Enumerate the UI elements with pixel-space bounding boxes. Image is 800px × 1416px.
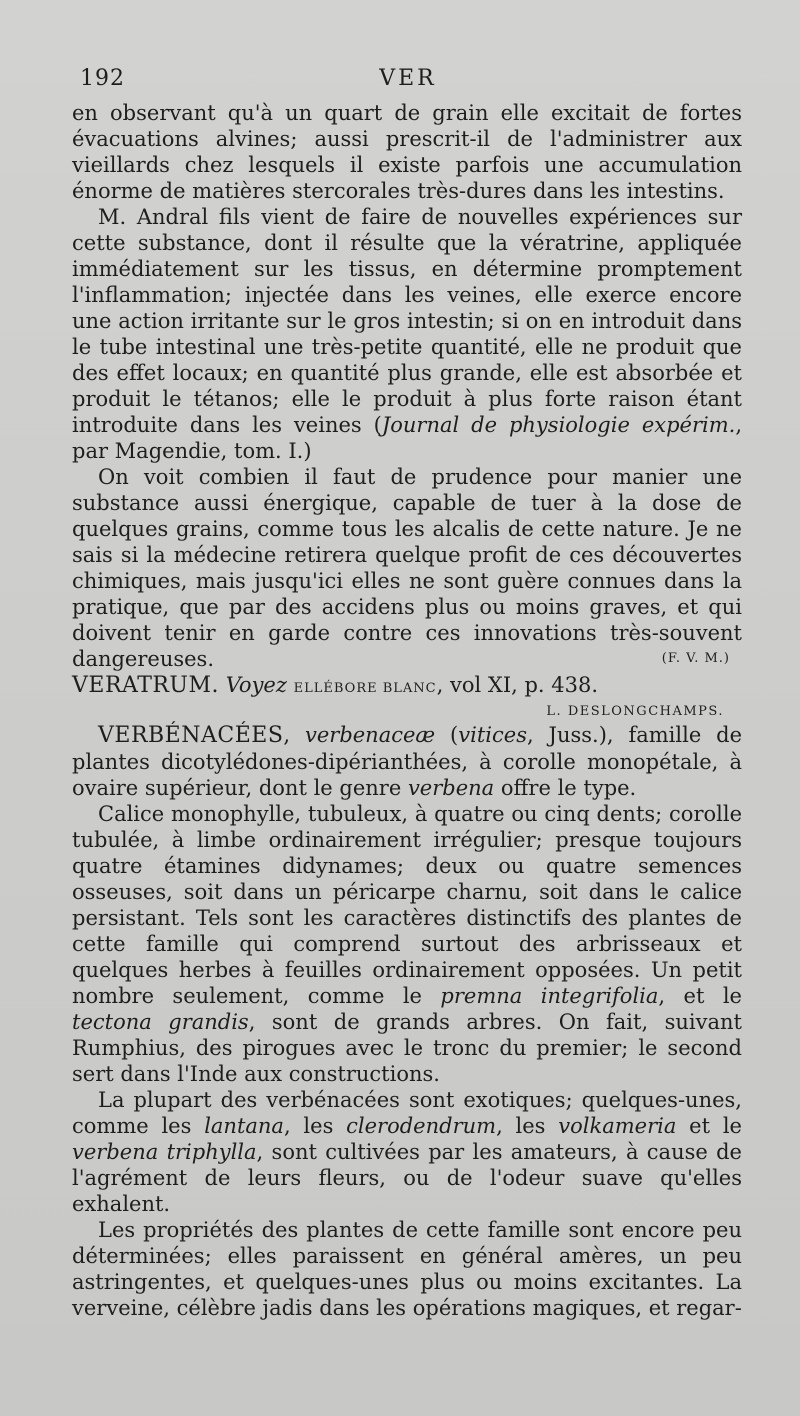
genus-name: verbena (407, 776, 495, 800)
paragraph-text: offre le type. (494, 776, 637, 800)
paragraph-properties (72, 1217, 742, 1321)
species-name: verbena triphylla (72, 1140, 257, 1164)
paragraph-text: , et le (658, 984, 742, 1008)
cross-ref-voyez: Voyez (225, 673, 287, 697)
paragraph-text: , Juss.), famille de plantes dicotylédones-dipérianthées, à corolle monopétale, à ovaire supérieur, dont le genre (72, 723, 743, 800)
paragraph-text: Les propriétés des plantes de cette famille sont encore peu déterminées; elles paraissent en général amères, un peu astringentes, et quelques-unes plus ou moins excitantes. La verveine, célèbre jadis dans les opérations magiques, et regar- (72, 1218, 742, 1320)
genus-name: volkameria (558, 1114, 677, 1138)
journal-title: Journal de physiologie expérim. (381, 413, 736, 437)
cross-ref-volume: , vol XI, p. 438. (436, 673, 599, 697)
paragraph-characters (72, 801, 742, 1087)
paragraph-text: , sont cultivées par les amateurs, à cause de l'agrément de leurs fleurs, ou de l'odeur suave qu'elles exhalent. (72, 1140, 742, 1216)
author-signature: L. DESLONGCHAMPS. (546, 704, 724, 719)
species-name: premna integrifolia (440, 984, 659, 1008)
paragraph-andral (72, 204, 742, 464)
paragraph-text: et le (676, 1114, 742, 1138)
entry-verbenacees: VERBÉNACÉES, verbenaceæ (vitices, Juss.), famille de plantes dicotylédones-dipérianthées, à corolle monopétale, à ovaire supérieur, dont le genre verbena offre le type. (72, 723, 743, 800)
author-signature: (F. V. M.) (661, 651, 730, 666)
paragraph-text: , par Magendie, tom. I.) (72, 413, 742, 463)
paragraph-text: , les (283, 1114, 347, 1138)
genus-name: lantana (204, 1114, 284, 1138)
paragraph-continuation (72, 100, 742, 204)
paragraph-text: Calice monophylle, tubuleux, à quatre ou cinq dents; corolle tubulée, à limbe ordinairement irrégulier; presque toujours quatre étamines didynames; deux ou quatre semences osseuses, soit dans un péricarpe charnu, soit dans le calice persistant. Tels sont les caractères distinctifs des plantes de cette famille qui comprend surtout des arbrisseaux et quelques herbes à feuilles ordinairement opposées. Un petit nombre seulement, comme le (72, 802, 742, 1008)
genus-name: clerodendrum (346, 1114, 497, 1138)
entry-headword: VERBÉNACÉES (98, 723, 284, 748)
page-header (78, 66, 738, 96)
cross-ref-target: ELLÉBORE BLANC (293, 681, 437, 696)
running-head: VER (379, 66, 437, 91)
paragraph-prudence (72, 464, 742, 672)
latin-synonym: vitices (458, 723, 527, 747)
entry-veratrum (72, 672, 742, 702)
paragraph-text: en observant qu'à un quart de grain elle excitait de fortes évacuations alvines; aussi prescrit-il de l'administrer aux vieillards chez lesquels il existe parfois une accumulation énorme de matières stercorales très-dures dans les intestins. (72, 101, 742, 203)
paragraph-text: , sont de grands arbres. On fait, suivant Rumphius, des pirogues avec le tronc du premier; le second sert dans l'Inde aux constructions. (72, 1010, 742, 1086)
body-text (72, 100, 742, 1321)
paragraph-text: M. Andral fils vient de faire de nouvelles expériences sur cette substance, dont il résulte que la vératrine, appliquée immédiatement sur les tissus, en détermine promptement l'inflammation; injectée dans les veines, elle exerce encore une action irritante sur le gros intestin; si on en introduit dans le tube intestinal une très-petite quantité, elle ne produit que des effet locaux; en quantité plus grande, elle est absorbée et produit le tétanos; elle le produit à plus forte raison étant introduite dans les veines ( (72, 205, 742, 437)
paragraph-exotic (72, 1087, 742, 1217)
species-name: tectona grandis (72, 1010, 249, 1034)
paragraph-text: On voit combien il faut de prudence pour manier une substance aussi énergique, capable de tuer à la dose de quelques grains, comme tous les alcalis de cette nature. Je ne sais si la médecine retirera quelque profit de ces découvertes chimiques, mais jusqu'ici elles ne sont guère connues dans la pratique, que par des accidens plus ou moins graves, et qui doivent tenir en garde contre ces innovations très-souvent dangereuses. (72, 465, 742, 671)
paragraph-text: La plupart des verbénacées sont exotiques; quelques-unes, comme les (72, 1088, 742, 1138)
entry-headword: VERATRUM. (72, 673, 219, 698)
page-number: 192 (80, 66, 125, 91)
paragraph-text: , les (496, 1114, 559, 1138)
latin-name: verbenaceæ (304, 723, 436, 747)
